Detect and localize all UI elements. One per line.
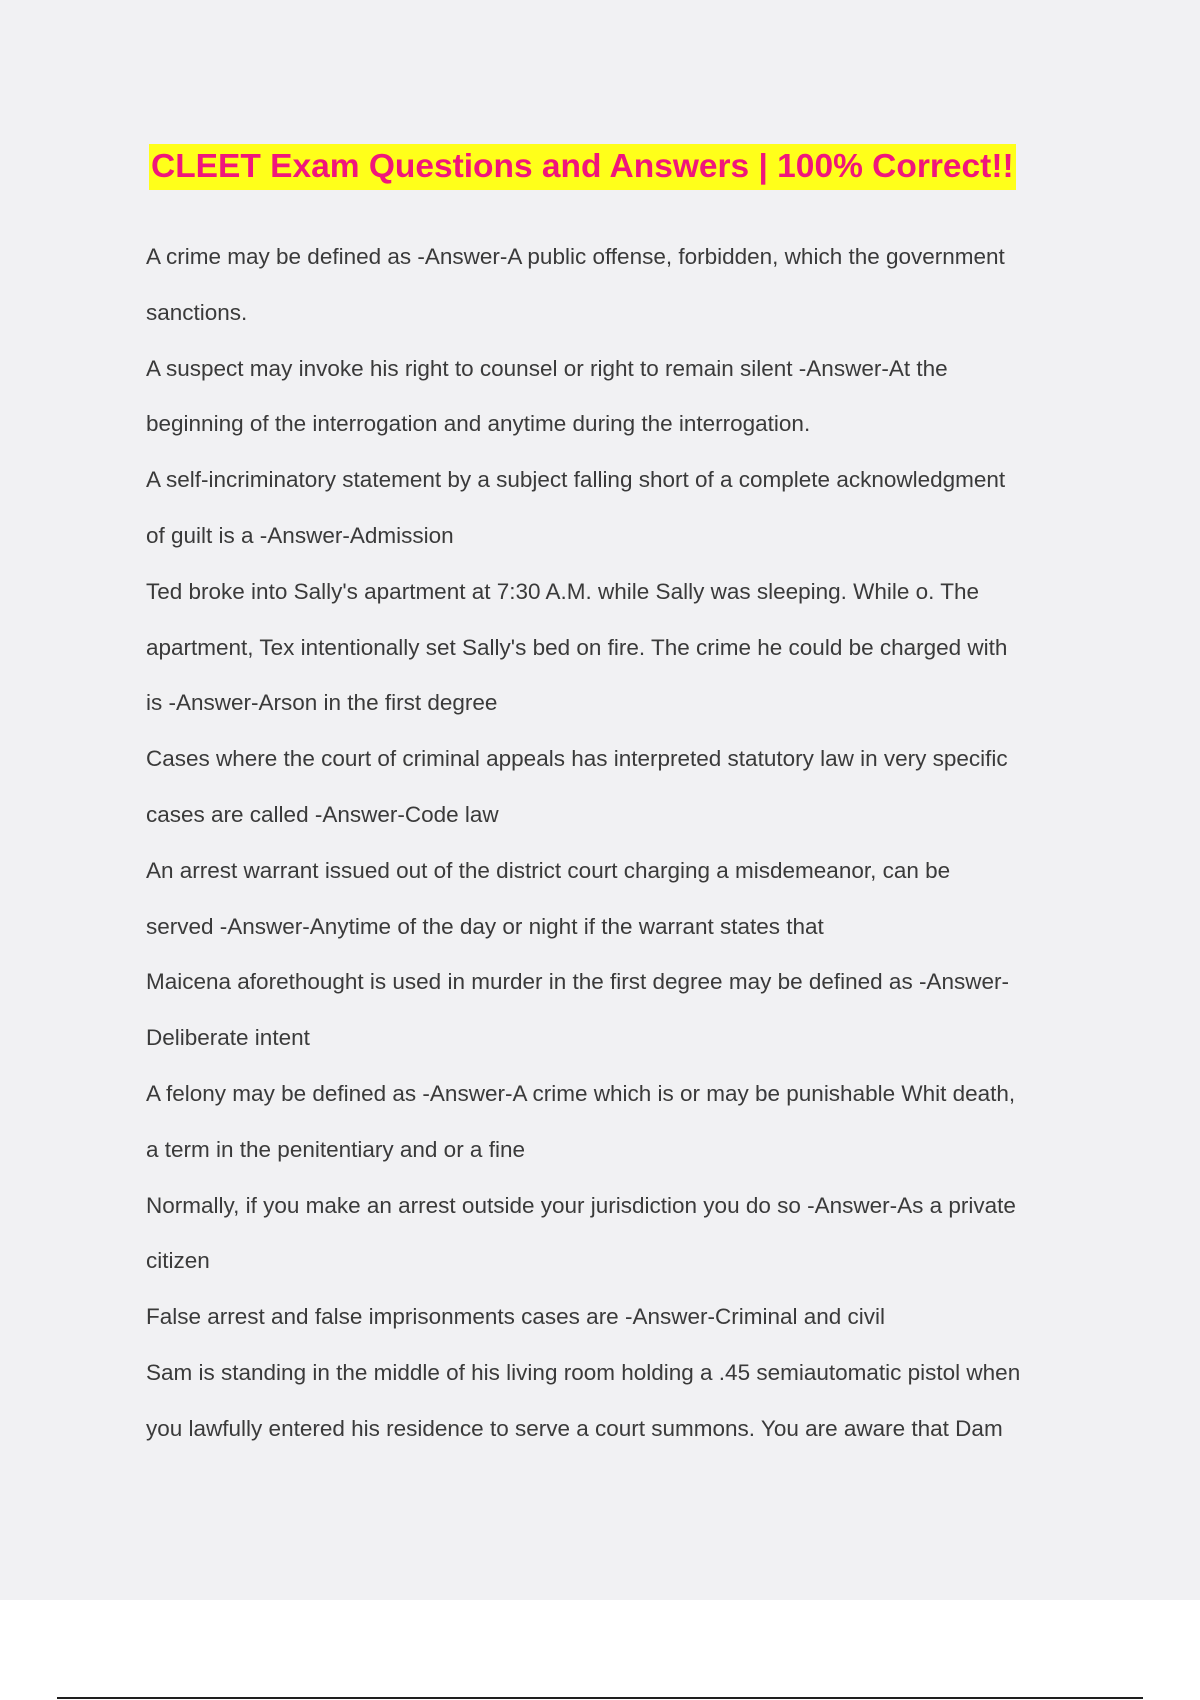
- text-line: beginning of the interrogation and anytime during the interrogation.: [146, 411, 811, 437]
- text-line: a term in the penitentiary and or a fine: [146, 1136, 525, 1162]
- text-line: served -Answer-Anytime of the day or night if the warrant states that: [146, 913, 824, 939]
- text-line: Cases where the court of criminal appeals has interpreted statutory law in very specific: [146, 746, 1008, 772]
- text-line: A self-incriminatory statement by a subject falling short of a complete acknowledgment: [146, 467, 1006, 493]
- text-line: citizen: [146, 1248, 210, 1274]
- document-title: CLEET Exam Questions and Answers | 100% Correct!!: [151, 148, 1014, 185]
- title-highlight: [149, 144, 1016, 190]
- text-line: False arrest and false imprisonments cases are -Answer-Criminal and civil: [146, 1304, 886, 1330]
- text-line: A felony may be defined as -Answer-A crime which is or may be punishable Whit death,: [146, 1080, 1016, 1106]
- text-line: you lawfully entered his residence to serve a court summons. You are aware that Dam: [146, 1415, 1003, 1441]
- text-line: sanctions.: [146, 299, 248, 325]
- text-line: Sam is standing in the middle of his living room holding a .45 semiautomatic pistol when: [146, 1359, 1021, 1385]
- text-line: is -Answer-Arson in the first degree: [146, 690, 498, 716]
- text-line: apartment, Tex intentionally set Sally's bed on fire. The crime he could be charged with: [146, 634, 1008, 660]
- page-divider: [57, 1697, 1143, 1699]
- text-line: Normally, if you make an arrest outside your jurisdiction you do so -Answer-As a private: [146, 1192, 1016, 1218]
- text-line: of guilt is a -Answer-Admission: [146, 522, 454, 548]
- text-line: Ted broke into Sally's apartment at 7:30 A.M. while Sally was sleeping. While o. The: [146, 578, 980, 604]
- text-line: cases are called -Answer-Code law: [146, 801, 499, 827]
- text-line: A crime may be defined as -Answer-A public offense, forbidden, which the government: [146, 244, 1005, 269]
- document-body: [146, 229, 1086, 1457]
- text-line: A suspect may invoke his right to counsel or right to remain silent -Answer-At the: [146, 355, 948, 381]
- text-line: Deliberate intent: [146, 1025, 310, 1051]
- text-line: An arrest warrant issued out of the district court charging a misdemeanor, can be: [146, 857, 951, 883]
- text-line: Maicena aforethought is used in murder in the first degree may be defined as -Answer-: [146, 969, 1009, 995]
